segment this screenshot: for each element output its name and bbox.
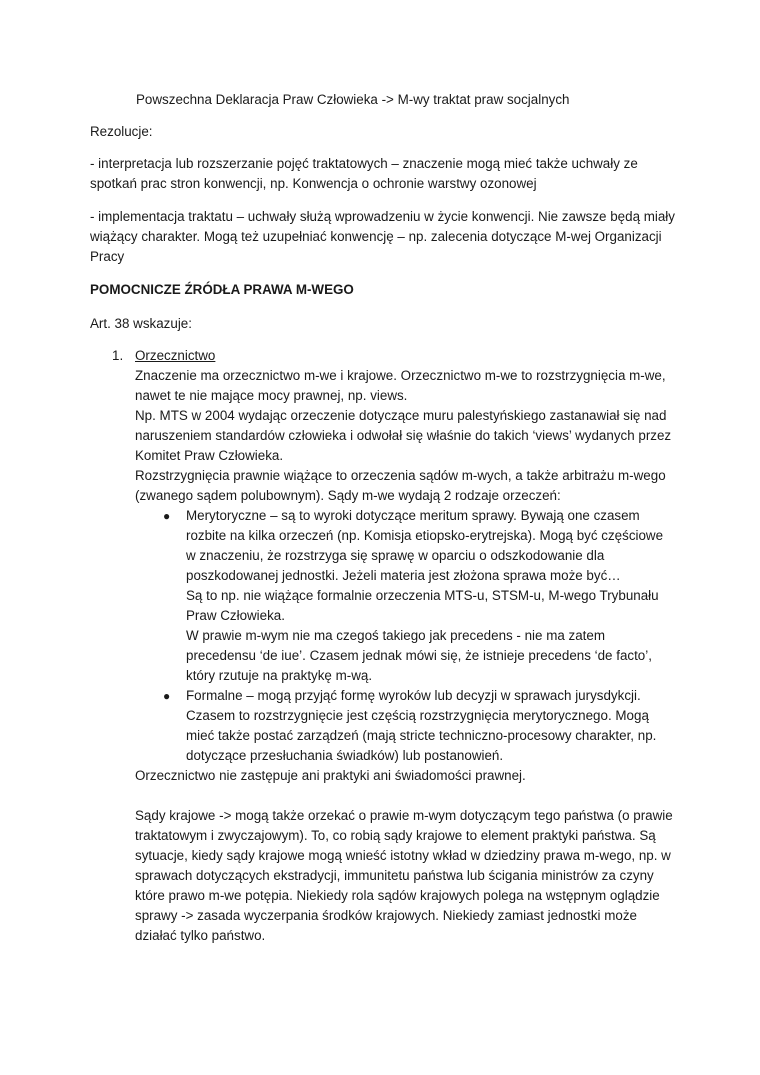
rezolucje-point-2: - implementacja traktatu – uchwały służą wprowadzeniu w życie konwencji. Nie zawsze będą miały wiążący charakter. Mogą też uzupełniać konwencję – np. zalecenia dotyczące M-wej Organizacji Pracy bbox=[90, 209, 675, 264]
bullet-merytoryczne-precedens: W prawie m-wym nie ma czegoś takiego jak precedens - nie ma zatem precedensu ‘de iue’. Czasem jednak mówi się, że istnieje precedens ‘de facto’, który rzutuje na praktykę m-wą. bbox=[186, 628, 652, 683]
item-orzecznictwo-title: Orzecznictwo bbox=[135, 348, 216, 363]
item-orzecznictwo-paragraph-2: Np. MTS w 2004 wydając orzeczenie dotyczące muru palestyńskiego zastanawiał się nad naruszeniem standardów człowieka i odwołał się właśnie do takich ‘views’ wydanych przez Komitet Praw Człowieka. bbox=[135, 408, 672, 463]
list-number-1: 1. bbox=[112, 348, 124, 363]
item-orzecznictwo-closing: Orzecznictwo nie zastępuje ani praktyki ani świadomości prawnej. bbox=[135, 768, 526, 783]
document-title: Powszechna Deklaracja Praw Człowieka -> M-wy traktat praw socjalnych bbox=[136, 92, 570, 107]
section-heading: POMOCNICZE ŹRÓDŁA PRAWA M-WEGO bbox=[90, 282, 354, 297]
bullet-formalne-text: Formalne – mogą przyjąć formę wyroków lub decyzji w sprawach jurysdykcji. Czasem to rozstrzygnięcie jest częścią rozstrzygnięcia merytorycznego. Mogą mieć także postać zarządzeń (mają stricte techniczno-procesowy charakter, np. dotyczące przesłuchania świadków) lub postanowień. bbox=[186, 688, 657, 763]
rezolucje-heading: Rezolucje: bbox=[90, 124, 153, 139]
bullet-icon: ● bbox=[163, 509, 171, 523]
rezolucje-point-1: - interpretacja lub rozszerzanie pojęć traktatowych – znaczenie mogą mieć także uchwały ze spotkań prac stron konwencji, np. Konwencja o ochronie warstwy ozonowej bbox=[90, 156, 638, 191]
bullet-merytoryczne-text: Merytoryczne – są to wyroki dotyczące meritum sprawy. Bywają one czasem rozbite na kilka orzeczeń (np. Komisja etiopsko-erytrejska). Mogą być częściowe w znaczeniu, że rozstrzyga się sprawę w oparciu o odszkodowanie dla poszkodowanej jednostki. Jeżeli materia jest złożona sprawa może być… bbox=[186, 508, 664, 583]
item-orzecznictwo-paragraph-1: Znaczenie ma orzecznictwo m-we i krajowe. Orzecznictwo m-we to rozstrzygnięcia m-we, nawet te nie mające mocy prawnej, np. views. bbox=[135, 368, 666, 403]
item-orzecznictwo-paragraph-3: Rozstrzygnięcia prawnie wiążące to orzeczenia sądów m-wych, a także arbitrażu m-wego (zwanego sądem polubownym). Sądy m-we wydają 2 rodzaje orzeczeń: bbox=[135, 468, 666, 503]
sady-krajowe-paragraph: Sądy krajowe -> mogą także orzekać o prawie m-wym dotyczącym tego państwa (o prawie traktatowym i zwyczajowym). To, co robią sądy krajowe to element praktyki państwa. Są sytuacje, kiedy sądy krajowe mogą wnieść istotny wkład w dziedziny prawa m-wego, np. w sprawach dotyczących ekstradycji, immunitetu państwa lub ścigania ministrów za czyny które prawo m-we potępia. Niekiedy rola sądów krajowych polega na wstępnym oglądzie sprawy -> zasada wyczerpania środków krajowych. Niekiedy zamiast jednostki może działać tylko państwo. bbox=[135, 808, 673, 943]
bullet-icon: ● bbox=[163, 689, 171, 703]
bullet-merytoryczne-examples: Są to np. nie wiążące formalnie orzeczenia MTS-u, STSM-u, M-wego Trybunału Praw Człowieka. bbox=[186, 588, 659, 623]
art38-intro: Art. 38 wskazuje: bbox=[90, 316, 192, 331]
